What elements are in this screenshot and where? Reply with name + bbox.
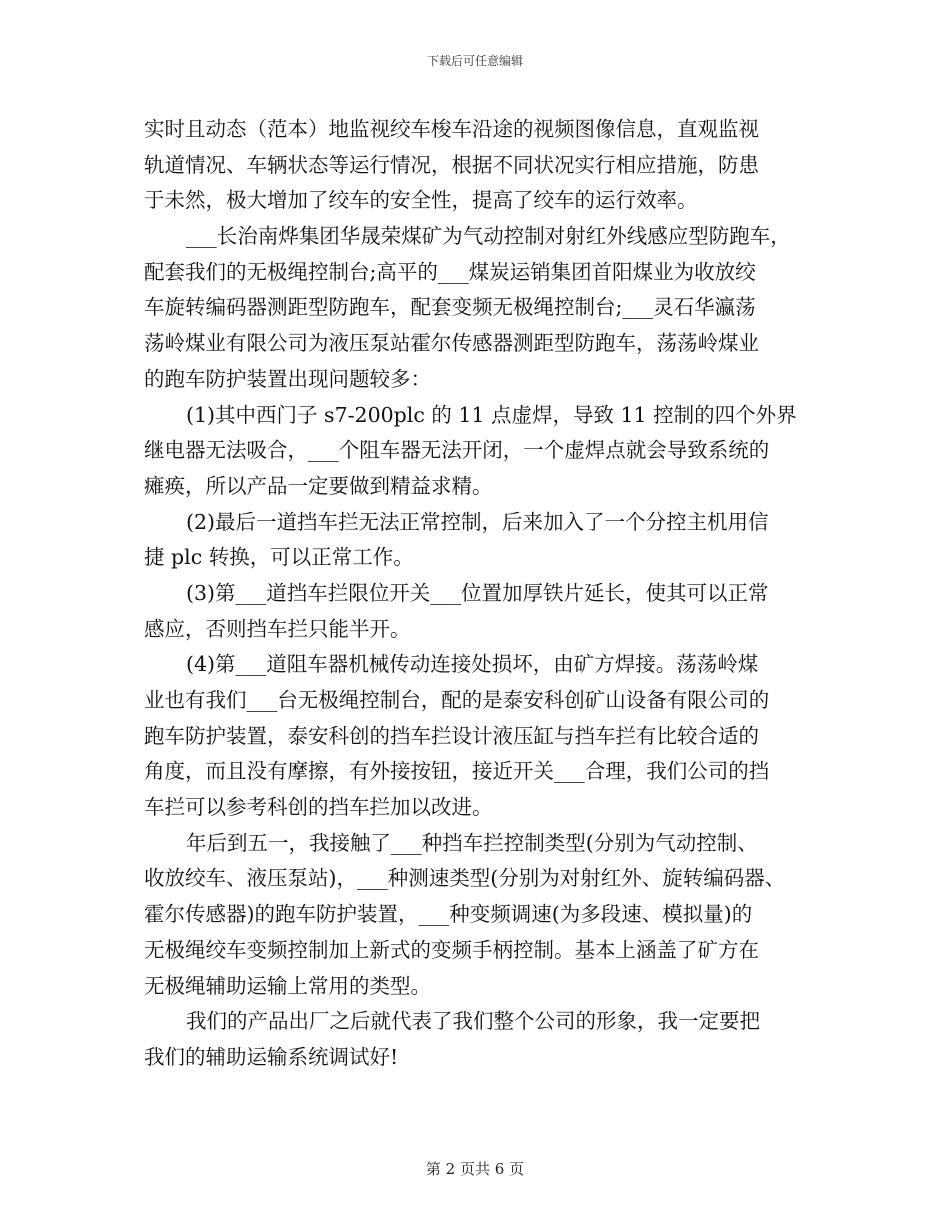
text-line: 感应，否则挡车拦只能半开。 — [144, 616, 411, 641]
text-line: 无极绳绞车变频控制加上新式的变频手柄控制。基本上涵盖了矿方在 — [144, 937, 759, 962]
text-line: 实时且动态（范本）地监视绞车梭车沿途的视频图像信息，直观监视 — [144, 117, 759, 141]
text-line: 我们的辅助运输系统调试好! — [144, 1044, 399, 1069]
text-line: 于未然，极大增加了绞车的安全性，提高了绞车的运行效率。 — [144, 188, 698, 213]
text-line: 霍尔传感器)的跑车防护装置，___种变频调速(为多段速、模拟量)的 — [144, 902, 753, 927]
text-line: 车拦可以参考科创的挡车拦加以改进。 — [144, 795, 493, 820]
text-line: (3)第___道挡车拦限位开关___位置加厚铁片延长，使其可以正常 — [186, 580, 769, 605]
text-line: (4)第___道阻车器机械传动连接处损坏，由矿方焊接。荡荡岭煤 — [186, 652, 759, 677]
text-line: (2)最后一道挡车拦无法正常控制，后来加入了一个分控主机用信 — [186, 509, 769, 534]
document-body — [144, 112, 834, 1076]
text-line: 配套我们的无极绳控制台;高平的___煤炭运销集团首阳煤业为收放绞 — [144, 259, 756, 284]
page-footer: 第 2 页共 6 页 — [425, 1160, 525, 1178]
text-line: 荡岭煤业有限公司为液压泵站霍尔传感器测距型防跑车，荡荡岭煤业 — [144, 331, 759, 356]
text-line: (1)其中西门子 s7-200plc 的 11 点虚焊，导致 11 控制的四个外界 — [186, 402, 797, 427]
text-line: 收放绞车、液压泵站)，___种测速类型(分别为对射红外、旋转编码器、 — [144, 866, 786, 891]
text-line: 车旋转编码器测距型防跑车，配套变频无极绳控制台;___灵石华瀛荡 — [144, 295, 756, 320]
text-line: 瘫痪，所以产品一定要做到精益求精。 — [144, 473, 493, 498]
page-header: 下载后可任意编辑 — [426, 54, 523, 68]
text-line: 轨道情况、车辆状态等运行情况，根据不同状况实行相应措施，防患 — [144, 152, 759, 177]
text-line: 跑车防护装置，泰安科创的挡车拦设计液压缸与挡车拦有比较合适的 — [144, 723, 759, 748]
text-line: 角度，而且没有摩擦，有外接按钮，接近开关___合理，我们公司的挡 — [144, 759, 770, 784]
text-line: 我们的产品出厂之后就代表了我们整个公司的形象，我一定要把 — [186, 1009, 760, 1034]
text-line: 捷 plc 转换，可以正常工作。 — [144, 545, 414, 570]
text-line: 业也有我们___台无极绳控制台，配的是泰安科创矿山设备有限公司的 — [144, 688, 770, 712]
text-line: 继电器无法吸合，___个阻车器无法开闭，一个虚焊点就会导致系统的 — [144, 438, 770, 463]
text-line: ___长治南烨集团华晟荣煤矿为气动控制对射红外线感应型防跑车， — [186, 224, 791, 249]
text-line: 的跑车防护装置出现问题较多： — [144, 366, 431, 391]
text-line: 无极绳辅助运输上常用的类型。 — [144, 973, 431, 998]
text-line: 年后到五一，我接触了___种挡车拦控制类型(分别为气动控制、 — [186, 830, 758, 855]
